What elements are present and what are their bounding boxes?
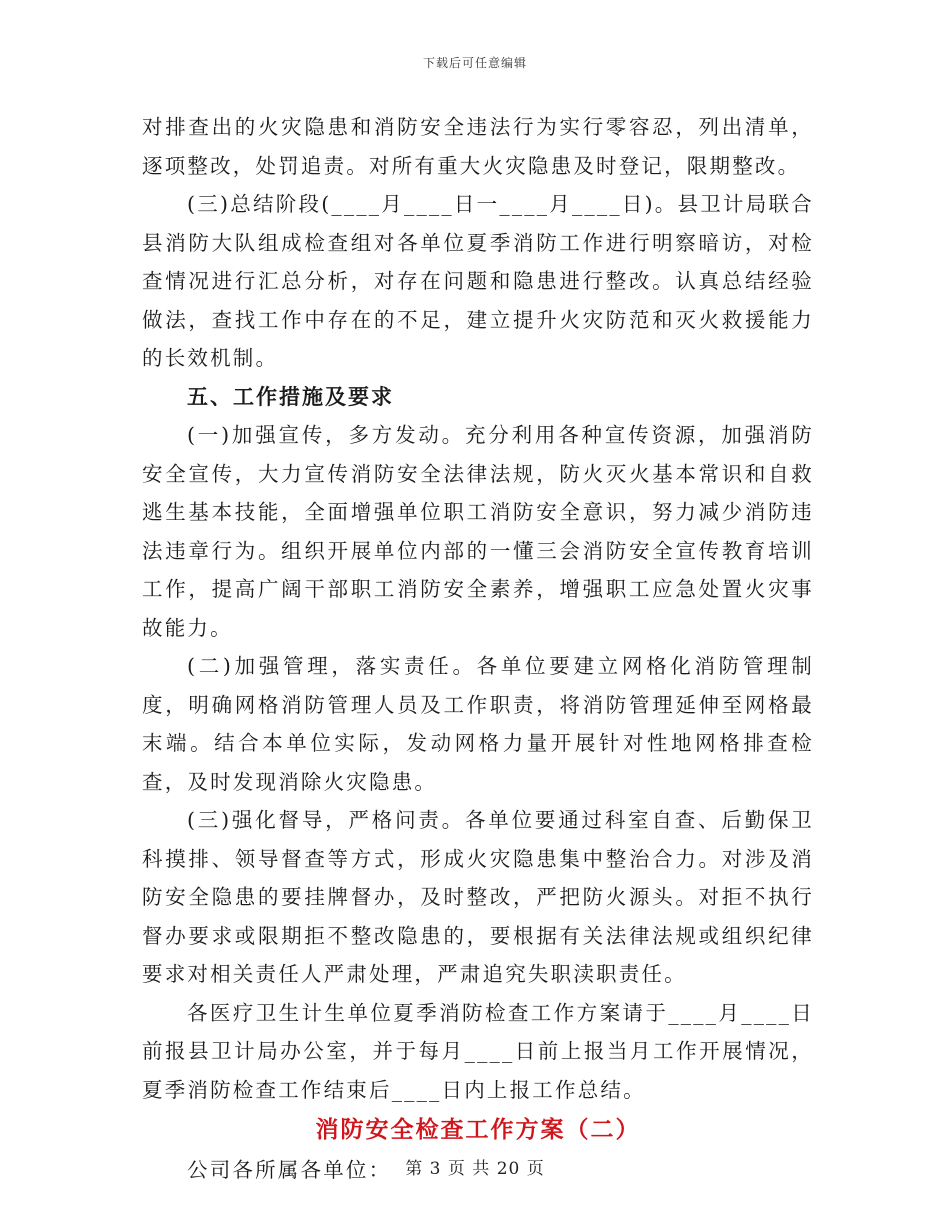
paragraph-submission: 各医疗卫生计生单位夏季消防检查工作方案请于____月____日前报县卫计局办公室，并于每月____日前上报当月工作开展情况，夏季消防检查工作结束后____日内上报工作总结。 (142, 1000, 814, 1102)
paragraph-summary-stage: (三)总结阶段(____月____日一____月____日)。县卫计局联合县消防大队组成检查组对各单位夏季消防工作进行明察暗访，对检查情况进行汇总分析，对存在问题和隐患进行整改。认真总结经验做法，查找工作中存在的不足，建立提升火灾防范和灭火救援能力的长效机制。 (142, 192, 814, 370)
document-title: 消防安全检查工作方案（二） (315, 1116, 641, 1143)
paragraph-supervision: (三)强化督导，严格问责。各单位要通过科室自查、后勤保卫科摸排、领导督查等方式，形成火灾隐患集中整治合力。对涉及消防安全隐患的要挂牌督办，及时整改，严把防火源头。对拒不执行督办要求或限期拒不整改隐患的，要根据有关法律法规或组织纪律要求对相关责任人严肃处理，严肃追究失职渎职责任。 (142, 808, 814, 986)
paragraph-rectification: 对排查出的火灾隐患和消防安全违法行为实行零容忍，列出清单，逐项整改，处罚追责。对所有重大火灾隐患及时登记，限期整改。 (142, 115, 814, 178)
page-number: 第 3 页 共 20 页 (405, 1159, 545, 1179)
document-body (142, 108, 814, 1190)
paragraph-publicity: (一)加强宣传，多方发动。充分利用各种宣传资源，加强消防安全宣传，大力宣传消防安全法律法规，防火灭火基本常识和自救逃生基本技能，全面增强单位职工消防安全意识，努力减少消防违法违章行为。组织开展单位内部的一懂三会消防安全宣传教育培训工作，提高广阔干部职工消防安全素养，增强职工应急处置火灾事故能力。 (142, 423, 814, 640)
paragraph-management: (二)加强管理，落实责任。各单位要建立网格化消防管理制度，明确网格消防管理人员及工作职责，将消防管理延伸至网格最末端。结合本单位实际，发动网格力量开展针对性地网格排查检查，及时发现消除火灾隐患。 (142, 654, 814, 794)
section-heading: 五、工作措施及要求 (187, 383, 394, 409)
header-note: 下载后可任意编辑 (422, 56, 527, 70)
paragraph-salutation: 公司各所属各单位： (187, 1158, 392, 1182)
